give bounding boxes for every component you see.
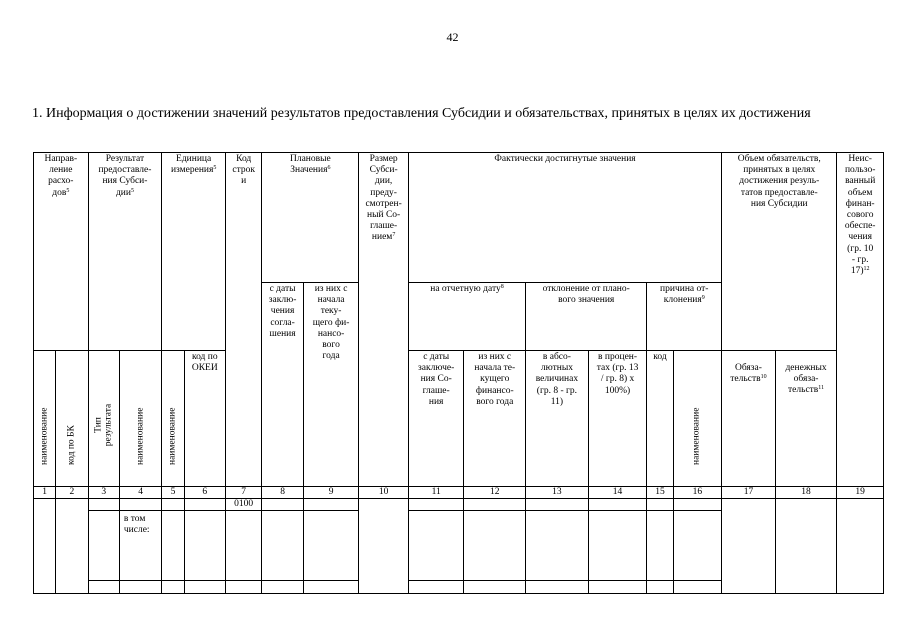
including-label: в том числе: xyxy=(119,511,161,581)
header-result-type: Тип результата xyxy=(88,351,119,487)
cell xyxy=(184,511,225,581)
header-result-name: наименование xyxy=(119,351,161,487)
header-line-code: Код строк и xyxy=(225,153,261,487)
cell xyxy=(647,511,673,581)
cell xyxy=(88,511,119,581)
cell xyxy=(775,499,837,594)
cell xyxy=(162,581,184,594)
cell xyxy=(588,581,647,594)
header-direction-name: наименование xyxy=(34,351,56,487)
report-table xyxy=(33,152,884,594)
table-row xyxy=(34,499,884,511)
cell xyxy=(303,581,359,594)
header-reason: причина от- клонения$^9$ xyxy=(647,283,722,351)
cell xyxy=(673,511,722,581)
cell xyxy=(588,511,647,581)
row-code: 0100 xyxy=(225,499,261,511)
header-reason-code: код xyxy=(647,351,673,487)
cell xyxy=(88,581,119,594)
header-abs-values: в абсо- лютных величинах (гр. 8 - гр. 11) xyxy=(526,351,589,487)
header-planned-from-year: из них с начала теку- щего фи- нансо- вого года xyxy=(303,283,359,487)
column-number: 17 xyxy=(722,487,776,499)
cell xyxy=(303,499,359,511)
column-number: 8 xyxy=(262,487,303,499)
column-number: 14 xyxy=(588,487,647,499)
cell xyxy=(408,499,464,511)
column-number: 19 xyxy=(837,487,884,499)
header-unit: Единица измерения$^5$ xyxy=(162,153,226,351)
cell xyxy=(34,499,56,594)
cell xyxy=(464,511,526,581)
header-subsidy-size: Размер Субси- дии, преду- смотрен- ный Со- глаше- нием$^7$ xyxy=(359,153,409,487)
document-heading: 1. Информация о достижении значений результатов предоставления Субсидии и обязательствах, принятых в целях их достижения xyxy=(32,106,811,121)
column-number: 1 xyxy=(34,487,56,499)
cell xyxy=(262,511,303,581)
column-number: 7 xyxy=(225,487,261,499)
cell xyxy=(647,499,673,511)
header-unused: Неис- пользо- ванный объем финан- сового обеспе- чения (гр. 10 - гр. 17)$^{12}$ xyxy=(837,153,884,487)
header-unit-name: наименование xyxy=(162,351,184,487)
cell xyxy=(464,499,526,511)
column-number: 9 xyxy=(303,487,359,499)
header-obligations: Объем обязательств, принятых в целях достижения резуль- татов предоставле- ния Субсидии xyxy=(722,153,837,351)
cell xyxy=(837,499,884,594)
column-number: 13 xyxy=(526,487,589,499)
header-actual-from-date: с даты заключе- ния Со- глаше- ния xyxy=(408,351,464,487)
column-number: 10 xyxy=(359,487,409,499)
cell xyxy=(408,581,464,594)
header-result: Результат предоставле- ния Субси- дии$^5$ xyxy=(88,153,162,351)
column-number: 15 xyxy=(647,487,673,499)
cell xyxy=(184,581,225,594)
cell xyxy=(526,581,589,594)
column-number: 4 xyxy=(119,487,161,499)
cell xyxy=(225,581,261,594)
column-number: 11 xyxy=(408,487,464,499)
column-number: 6 xyxy=(184,487,225,499)
column-number: 5 xyxy=(162,487,184,499)
cell xyxy=(162,499,184,511)
header-reason-name: наименование xyxy=(673,351,722,487)
cell xyxy=(588,499,647,511)
header-bk-code: код по БК xyxy=(56,351,88,487)
cell xyxy=(464,581,526,594)
column-number: 12 xyxy=(464,487,526,499)
cell xyxy=(647,581,673,594)
page-number: 42 xyxy=(446,30,459,44)
cell xyxy=(408,511,464,581)
column-number-row xyxy=(34,487,884,499)
header-reporting-date: на отчетную дату$^8$ xyxy=(408,283,525,351)
header-obligations-count: Обяза- тельств$^{10}$ xyxy=(722,351,776,487)
column-number: 2 xyxy=(56,487,88,499)
cell xyxy=(722,499,776,594)
cell xyxy=(526,499,589,511)
header-planned: Плановые Значения$^6$ xyxy=(262,153,359,283)
cell xyxy=(119,581,161,594)
header-actual-from-year: из них с начала те- кущего финансо- вого года xyxy=(464,351,526,487)
cell xyxy=(673,581,722,594)
cell xyxy=(303,511,359,581)
header-direction: Направ- ление расхо- дов$^5$ xyxy=(34,153,89,351)
cell xyxy=(673,499,722,511)
cell xyxy=(225,511,261,581)
cell xyxy=(359,499,409,594)
header-okei-code: код по ОКЕИ xyxy=(184,351,225,487)
cell xyxy=(526,511,589,581)
column-number: 16 xyxy=(673,487,722,499)
cell xyxy=(262,499,303,511)
cell xyxy=(88,499,119,511)
cell xyxy=(262,581,303,594)
cell xyxy=(56,499,88,594)
header-planned-from-date: с даты заклю- чения согла- шения xyxy=(262,283,303,487)
header-deviation: отклонение от плано- вого значения xyxy=(526,283,647,351)
column-number: 18 xyxy=(775,487,837,499)
header-actual: Фактически достигнутые значения xyxy=(408,153,721,283)
header-monetary-obligations: денежных обяза- тельств$^{11}$ xyxy=(775,351,837,487)
cell xyxy=(119,499,161,511)
cell xyxy=(162,511,184,581)
cell xyxy=(184,499,225,511)
column-number: 3 xyxy=(88,487,119,499)
header-percent: в процен- тах (гр. 13 / гр. 8) x 100%) xyxy=(588,351,647,487)
